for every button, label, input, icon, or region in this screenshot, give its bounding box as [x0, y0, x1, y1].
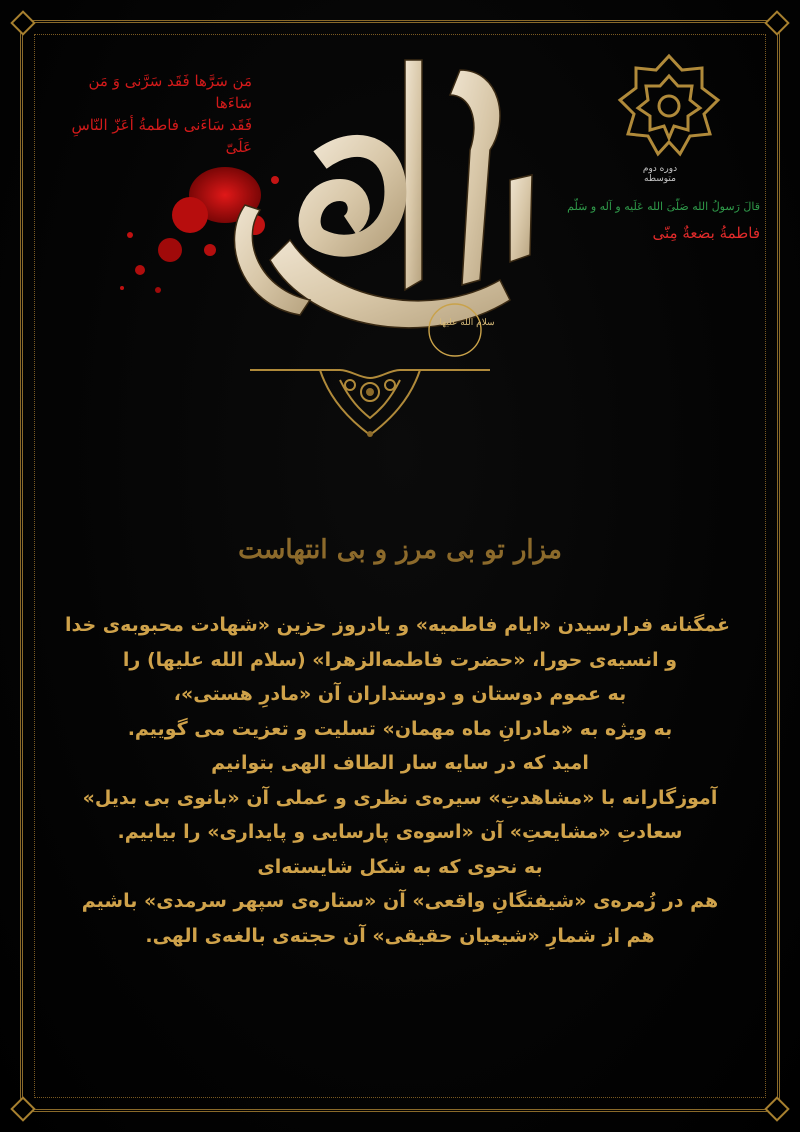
- hadith-line-1: مَن سَرَّها فَقَد سَرَّنی وَ مَن سَاءَها: [88, 72, 252, 112]
- message-line: سعادتِ «مشایعتِ» آن «اسوه‌ی پارسایی و پایداری» را بیابیم.: [117, 821, 683, 843]
- salam-blessing: سلام الله علیها: [439, 318, 495, 328]
- message-line: به ویژه به «مادرانِ ماه مهمان» تسلیت و تعزیت می گوییم.: [127, 717, 673, 740]
- message-line: هم در زُمره‌ی «شیفتگانِ واقعی» آن «ستاره‌ی سپهر سرمدی» باشیم: [81, 890, 719, 912]
- logo-subtitle: دوره دوم متوسطه: [642, 164, 678, 184]
- fatima-hadith: فاطمةُ بضعةٌ مِنّی: [652, 224, 760, 242]
- prophet-attribution: قالَ رَسولُ الله صَلّیَ الله عَلَیه و آله و سَلّم: [567, 200, 760, 213]
- message-line: امید که در سایه سار الطاف الهی بتوانیم: [211, 752, 589, 774]
- gold-arabesque-ornament: [250, 330, 490, 440]
- message-line: و انسیه‌ی حورا، «حضرت فاطمه‌الزهرا» (سلام الله علیها) را: [122, 648, 678, 671]
- ya-fatima-calligraphy: [200, 40, 570, 370]
- message-line: آموزگارانه با «مشاهدتِ» سیره‌ی نظری و عملی آن «بانوی بی بدیل»: [82, 786, 718, 809]
- message-line: هم از شمارِ «شیعیان حقیقی» آن حجته‌ی بالغه‌ی الهی.: [145, 924, 655, 947]
- condolence-message: [64, 608, 730, 953]
- hadith-line-2: فَقَد سَاءَنی فاطمةُ أعَزّ النّاسِ عَلَیّ: [71, 116, 252, 156]
- poster-title: مزار تو بی مرز و بی انتهاست: [238, 535, 562, 565]
- message-line: به نحوی که به شکل شایسته‌ای: [257, 855, 543, 878]
- message-line: غمگنانه فرارسیدن «ایام فاطمیه» و یادروز حزین «شهادت محبوبه‌ی خدا: [64, 614, 730, 636]
- message-line: به عموم دوستان و دوستداران آن «مادرِ هستی»،: [173, 683, 627, 705]
- school-logo-icon: [614, 50, 724, 160]
